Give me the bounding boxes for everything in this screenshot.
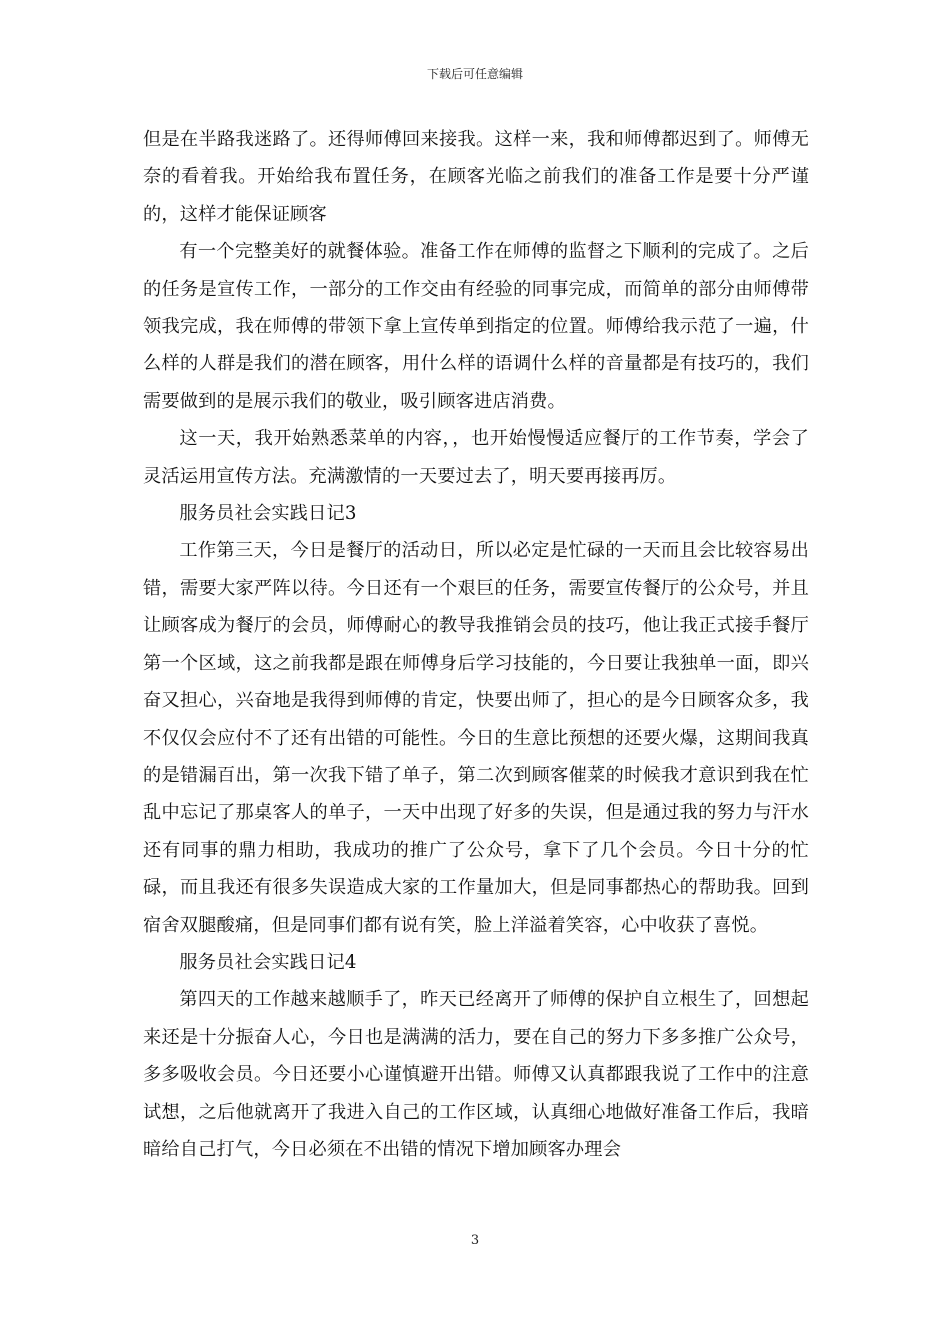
document-body	[143, 121, 809, 1168]
paragraph: 有一个完整美好的就餐体验。准备工作在师傅的监督之下顺利的完成了。之后的任务是宣传工作，一部分的工作交由有经验的同事完成，而简单的部分由师傅带领我完成，我在师傅的带领下拿上宣传单到指定的位置。师傅给我示范了一遍，什么样的人群是我们的潜在顾客，用什么样的语调什么样的音量都是有技巧的，我们需要做到的是展示我们的敬业，吸引顾客进店消费。	[143, 241, 809, 412]
paragraph: 但是在半路我迷路了。还得师傅回来接我。这样一来，我和师傅都迟到了。师傅无奈的看着我。开始给我布置任务，在顾客光临之前我们的准备工作是要十分严谨的，这样才能保证顾客	[143, 129, 809, 225]
paragraph: 工作第三天，今日是餐厅的活动日，所以必定是忙碌的一天而且会比较容易出错，需要大家严阵以待。今日还有一个艰巨的任务，需要宣传餐厅的公众号，并且让顾客成为餐厅的会员，师傅耐心的教导我推销会员的技巧，他让我正式接手餐厅第一个区域，这之前我都是跟在师傅身后学习技能的，今日要让我独单一面，即兴奋又担心，兴奋地是我得到师傅的肯定，快要出师了，担心的是今日顾客众多，我不仅仅会应付不了还有出错的可能性。今日的生意比预想的还要火爆，这期间我真的是错漏百出，第一次我下错了单子，第二次到顾客催菜的时候我才意识到我在忙乱中忘记了那桌客人的单子，一天中出现了好多的失误，但是通过我的努力与汗水还有同事的鼎力相助，我成功的推广了公众号，拿下了几个会员。今日十分的忙碌，而且我还有很多失误造成大家的工作量加大，但是同事都热心的帮助我。回到宿舍双腿酸痛，但是同事们都有说有笑，脸上洋溢着笑容，心中收获了喜悦。	[143, 540, 809, 936]
page-header: 下载后可任意编辑	[426, 67, 523, 81]
paragraph: 这一天，我开始熟悉菜单的内容，，也开始慢慢适应餐厅的工作节奏，学会了灵活运用宣传方法。充满激情的一天要过去了，明天要再接再厉。	[143, 428, 809, 487]
page-number: 3	[470, 1233, 480, 1248]
paragraph: 第四天的工作越来越顺手了，昨天已经离开了师傅的保护自立根生了，回想起来还是十分振奋人心，今日也是满满的活力，要在自己的努力下多多推广公众号，多多吸收会员。今日还要小心谨慎避开出错。师傅又认真都跟我说了工作中的注意试想，之后他就离开了我进入自己的工作区域，认真细心地做好准备工作后，我暗暗给自己打气，今日必须在不出错的情况下增加顾客办理会	[143, 989, 809, 1160]
section-heading: 服务员社会实践日记4	[179, 951, 357, 973]
section-heading: 服务员社会实践日记3	[179, 503, 357, 525]
